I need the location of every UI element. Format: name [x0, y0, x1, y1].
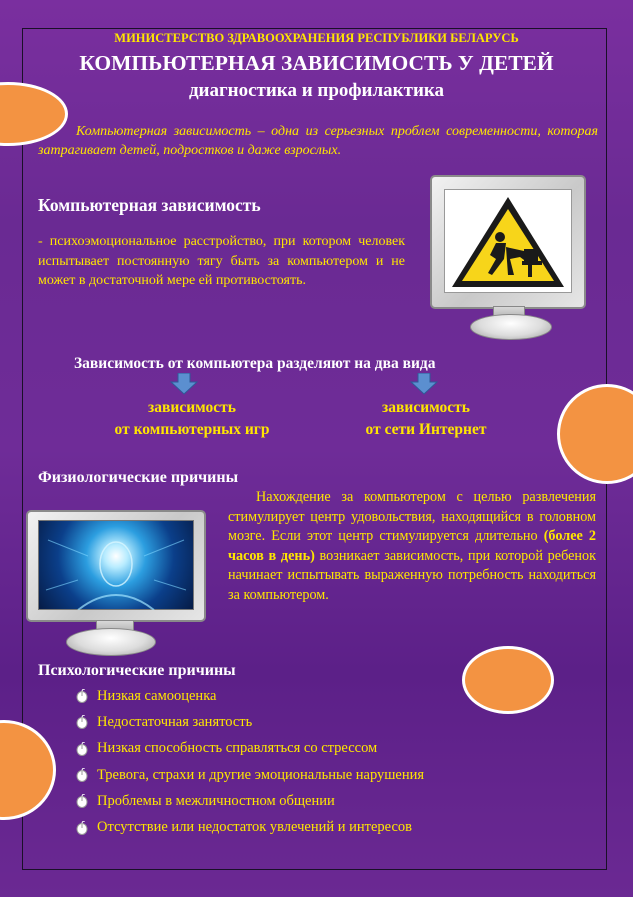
mouse-bullet-icon: [76, 821, 88, 835]
mouse-bullet-icon: [76, 715, 88, 729]
type-internet: [336, 397, 516, 441]
list-item: [76, 762, 576, 788]
types-heading: Зависимость от компьютера разделяют на два вида: [74, 355, 436, 372]
mouse-bullet-icon: [76, 768, 88, 782]
arrow-down-icon: [410, 373, 438, 395]
list-item: [76, 683, 576, 709]
arrow-down-icon: [170, 373, 198, 395]
intro-text: Компьютерная зависимость – одна из серьезных проблем современности, которая затрагивает детей, подростков и даже взрослых.: [38, 124, 598, 158]
type-internet-line2: от сети Интернет: [365, 421, 487, 438]
list-item: [76, 709, 576, 735]
list-item-text: Недостаточная занятость: [97, 713, 253, 730]
page-title: КОМПЬЮТЕРНАЯ ЗАВИСИМОСТЬ У ДЕТЕЙ: [79, 51, 554, 75]
physiological-text: [228, 488, 596, 606]
digital-head-icon: [38, 520, 194, 610]
list-item-text: Тревога, страхи и другие эмоциональные нарушения: [97, 766, 425, 783]
mouse-bullet-icon: [76, 689, 88, 703]
warning-sign-icon: [444, 189, 572, 293]
list-item: [76, 788, 576, 814]
type-games-line1: зависимость: [148, 399, 236, 416]
mouse-bullet-icon: [76, 742, 88, 756]
physiological-text-part2: возникает зависимость, при которой ребенок начинает испытывать выраженную потребность находиться за компьютером.: [228, 547, 596, 603]
psychological-heading: Психологические причины: [38, 662, 236, 679]
mouse-bullet-icon: [76, 794, 88, 808]
definition-text: - психоэмоциональное расстройство, при котором человек испытывает постоянную тягу быть за компьютером и не может в достаточной мере ей противостоять.: [38, 234, 405, 288]
definition-heading: Компьютерная зависимость: [38, 195, 261, 215]
list-item-text: Низкая самооценка: [97, 687, 217, 704]
list-item-text: Проблемы в межличностном общении: [97, 792, 335, 809]
type-games: [92, 397, 292, 441]
psychological-list: [76, 683, 576, 841]
physiological-text-highlight: (более 2 часов в день): [228, 528, 596, 564]
list-item-text: Низкая способность справляться со стрессом: [97, 740, 378, 757]
list-item: [76, 814, 576, 840]
list-item: [76, 736, 576, 762]
ministry-name: МИНИСТЕРСТВО ЗДРАВООХРАНЕНИЯ РЕСПУБЛИКИ БЕЛАРУСЬ: [114, 31, 519, 45]
type-internet-line1: зависимость: [382, 399, 470, 416]
list-item-text: Отсутствие или недостаток увлечений и интересов: [97, 819, 412, 836]
physiological-text-part1: Нахождение за компьютером с целью развлечения стимулирует центр удовольствия, находящийся в головном мозге. Если этот центр стимулируется длительно: [228, 489, 596, 545]
type-games-line2: от компьютерных игр: [114, 421, 270, 438]
physiological-heading: Физиологические причины: [38, 469, 239, 486]
page-subtitle: диагностика и профилактика: [188, 80, 445, 101]
